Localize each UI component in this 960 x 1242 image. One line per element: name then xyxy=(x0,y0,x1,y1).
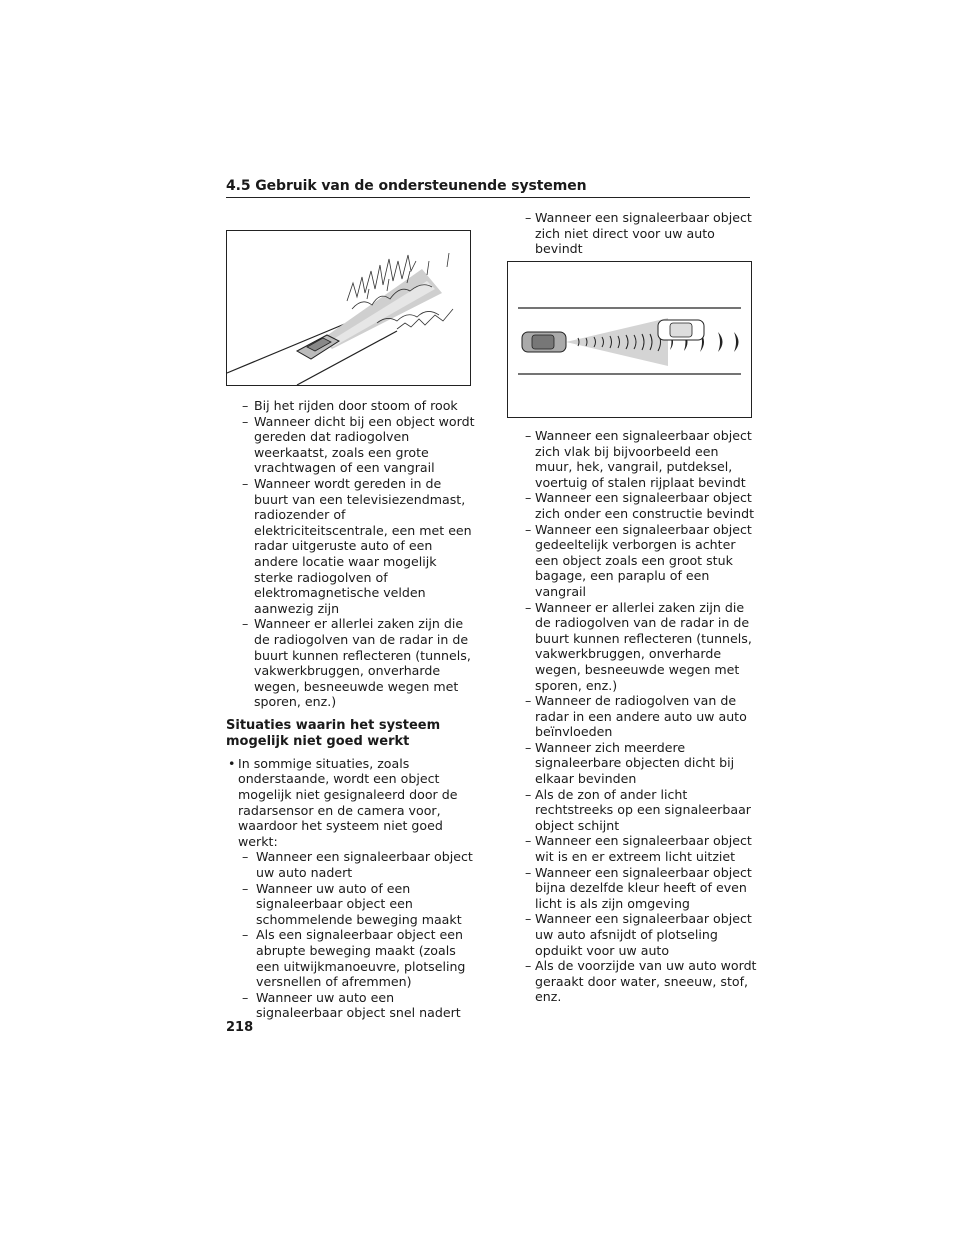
section-header: 4.5 Gebruik van de ondersteunende systemen xyxy=(226,178,750,198)
dash-mark: – xyxy=(242,413,249,429)
list-item xyxy=(226,927,476,989)
list-item-text: Wanneer er allerlei zaken zijn die de radiogolven van de radar in de buurt kunnen reflecteren (tunnels, vakwerkbruggen, onverharde wegen, besneeuwde wegen met sporen, enz.) xyxy=(535,599,752,693)
dash-mark: – xyxy=(242,398,249,413)
bullet-mark: • xyxy=(228,755,236,771)
dash-mark: – xyxy=(525,911,532,927)
list-item xyxy=(507,600,757,694)
dash-mark: – xyxy=(242,927,249,943)
list-item xyxy=(226,476,476,616)
list-item-text: Wanneer uw auto een signaleerbaar object snel nadert xyxy=(256,989,461,1021)
list-item xyxy=(507,911,757,958)
dash-mark: – xyxy=(525,958,532,974)
dash-mark: – xyxy=(525,693,532,709)
list-item-text: Wanneer zich meerdere signaleerbare objecten dicht bij elkaar bevinden xyxy=(535,739,735,787)
dash-mark: – xyxy=(242,616,249,632)
list-item xyxy=(507,693,757,740)
list-item xyxy=(226,414,476,476)
target-car-icon xyxy=(658,320,704,340)
dash-mark: – xyxy=(242,849,249,865)
list-item xyxy=(507,958,757,1005)
smoke-scene-graphic xyxy=(227,231,470,385)
section-heading: Situaties waarin het systeem mogelijk niet goed werkt xyxy=(226,717,441,749)
list-item-text: Wanneer uw auto of een signaleerbaar object een schommelende beweging maakt xyxy=(256,880,462,927)
illustration-smoke xyxy=(226,230,471,386)
bullet-text: In sommige situaties, zoals onderstaande, wordt een object mogelijk niet gesignaleerd door de radarsensor en de camera voor, waardoor het systeem niet goed werkt: xyxy=(238,755,458,849)
dash-mark: – xyxy=(525,210,532,225)
list-item xyxy=(226,990,476,1021)
list-item-text: Wanneer een signaleerbaar object bijna dezelfde kleur heeft of even licht is als zijn omgeving xyxy=(535,864,752,911)
list-item xyxy=(507,787,757,834)
list-item xyxy=(226,881,476,928)
dash-mark: – xyxy=(525,786,532,802)
dash-mark: – xyxy=(242,475,249,491)
list-item-text: Wanneer dicht bij een object wordt gereden dat radiogolven weerkaatst, zoals een grote vrachtwagen of een vangrail xyxy=(254,413,475,476)
dash-mark: – xyxy=(525,490,532,506)
page-number: 218 xyxy=(226,1020,254,1035)
illustration-offset-object xyxy=(507,261,752,418)
list-item xyxy=(507,428,757,490)
list-item-text: Wanneer een signaleerbaar object wit is en er extreem licht uitziet xyxy=(535,833,752,865)
list-item-text: Wanneer wordt gereden in de buurt van een televisiezendmast, radiozender of elektriciteitscentrale, een met een radar uitgeruste auto of een andere locatie waar mogelijk sterke radiogolven of elektromagnetische velden aanwezig zijn xyxy=(254,475,472,616)
list-item-text: Wanneer een signaleerbaar object uw auto nadert xyxy=(256,849,473,881)
list-item xyxy=(226,398,476,414)
dash-mark: – xyxy=(525,864,532,880)
list-item xyxy=(507,522,757,600)
list-item-text: Wanneer een signaleerbaar object zich onder een constructie bevindt xyxy=(535,490,755,521)
list-item xyxy=(507,490,757,521)
dash-mark: – xyxy=(242,880,249,896)
radar-scene-graphic xyxy=(508,262,751,417)
list-item-text: Als de voorzijde van uw auto wordt geraakt door water, sneeuw, stof, enz. xyxy=(535,958,757,1005)
list-item xyxy=(226,849,476,880)
list-item-text: Als een signaleerbaar object een abrupte beweging maakt (zoals een uitwijkmanoeuvre, plotseling versnellen of afremmen) xyxy=(256,927,466,990)
list-item-text: Bij het rijden door stoom of rook xyxy=(254,398,458,413)
dash-mark: – xyxy=(525,599,532,615)
own-car-icon xyxy=(522,332,566,352)
dash-mark: – xyxy=(525,739,532,755)
dash-mark: – xyxy=(525,833,532,849)
bullet-item xyxy=(226,756,476,850)
list-item-text: Wanneer een signaleerbaar object zich niet direct voor uw auto bevindt xyxy=(535,210,752,257)
list-item xyxy=(507,865,757,912)
list-item xyxy=(226,616,476,710)
list-item-text: Wanneer de radiogolven van de radar in een andere auto uw auto beïnvloeden xyxy=(535,693,747,740)
list-item xyxy=(507,833,757,864)
list-item-text: Als de zon of ander licht rechtstreeks op een signaleerbaar object schijnt xyxy=(535,786,751,833)
dash-mark: – xyxy=(242,989,249,1005)
list-item xyxy=(507,740,757,787)
list-item-text: Wanneer een signaleerbaar object zich vlak bij bijvoorbeeld een muur, hek, vangrail, putdeksel, voertuig of stalen rijplaat bevindt xyxy=(535,428,752,490)
dash-mark: – xyxy=(525,521,532,537)
list-item-text: Wanneer een signaleerbaar object gedeeltelijk verborgen is achter een object zoals een groot stuk bagage, een paraplu of een vangrail xyxy=(535,521,752,599)
list-item-text: Wanneer een signaleerbaar object uw auto afsnijdt of plotseling opduikt voor uw auto xyxy=(535,911,752,958)
list-item-text: Wanneer er allerlei zaken zijn die de radiogolven van de radar in de buurt kunnen reflecteren (tunnels, vakwerkbruggen, onverharde wegen, besneeuwde wegen met sporen, enz.) xyxy=(254,616,471,710)
list-item xyxy=(507,210,757,257)
dash-mark: – xyxy=(525,428,532,443)
